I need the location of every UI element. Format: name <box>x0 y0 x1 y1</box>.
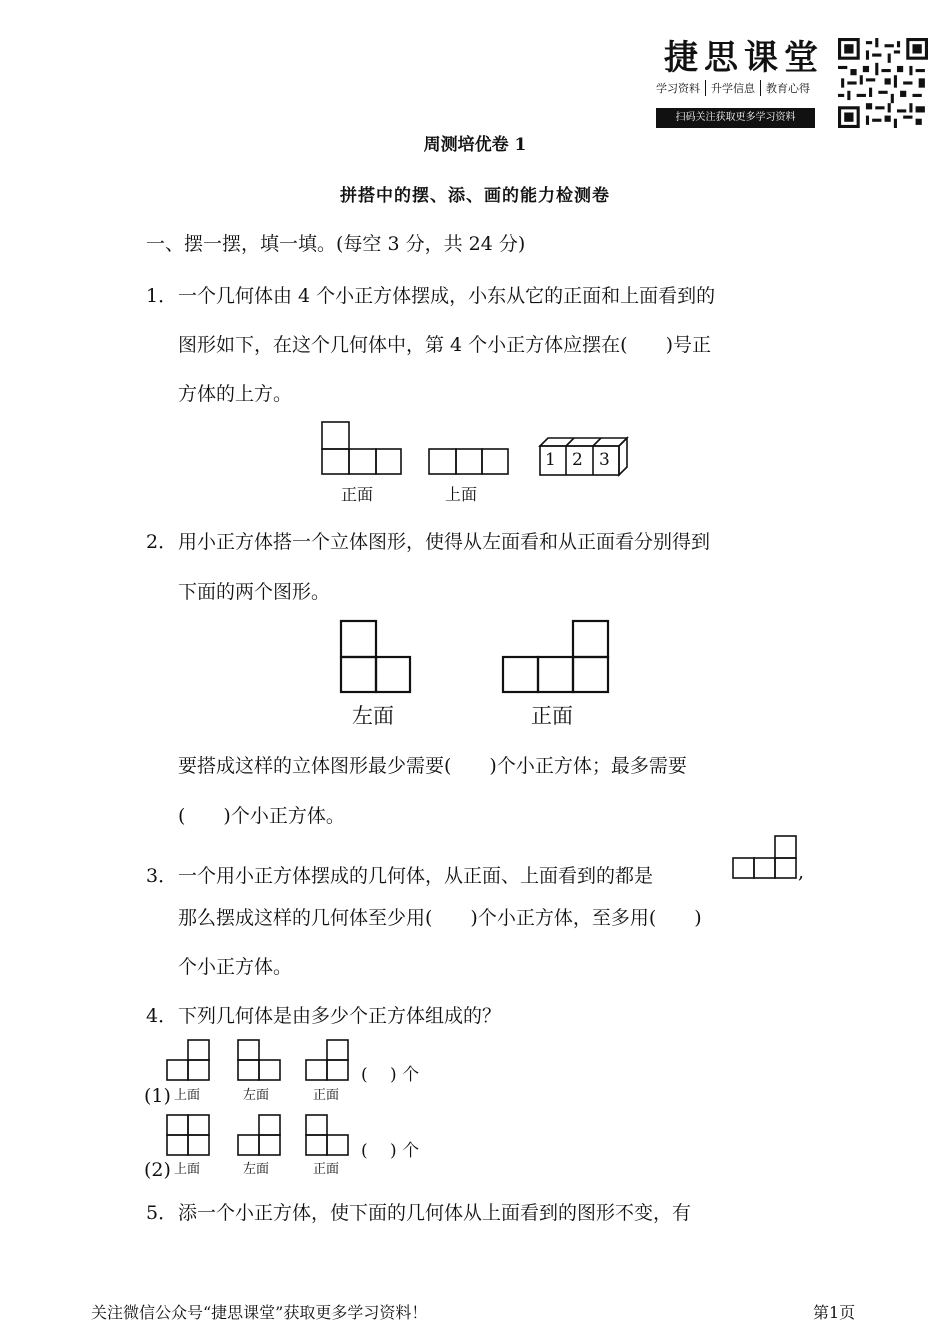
question-number: 2． <box>146 531 178 553</box>
page-number: 第1页 <box>813 1303 856 1322</box>
question-text: 下列几何体是由多少个正方体组成的？ <box>178 1005 502 1027</box>
section-heading: 一、摆一摆，填一填。(每空 3 分，共 24 分) <box>146 233 526 255</box>
figure-caption: 左面 <box>243 1162 270 1177</box>
cube-label: 2 <box>572 450 583 470</box>
q4-1-left-view <box>238 1040 280 1080</box>
brand-tags <box>656 80 815 96</box>
cube-label: 3 <box>599 450 610 470</box>
q4-2-front-view <box>306 1115 348 1155</box>
figure-caption: 上面 <box>445 485 478 504</box>
cube-label: 1 <box>545 450 556 470</box>
q4-2-top-view <box>167 1115 209 1155</box>
footer-note: 关注微信公众号“捷思课堂”获取更多学习资料！ <box>91 1303 428 1322</box>
question-number: 5． <box>146 1202 178 1224</box>
answer-blank: ( ) 个 <box>361 1141 420 1161</box>
q3-view-figure <box>731 834 799 882</box>
question-number: 4． <box>146 1005 178 1027</box>
brand-banner: 扫码关注获取更多学习资料 <box>656 108 815 128</box>
q1-top-view <box>429 449 508 474</box>
question-number: 1． <box>146 285 178 307</box>
q1-figures <box>318 418 638 478</box>
question-text: 那么摆成这样的几何体至少用( )个小正方体，至多用( ) <box>178 907 702 929</box>
page-subtitle: 拼搭中的摆、添、画的能力检测卷 <box>340 186 610 206</box>
figure-caption: 正面 <box>341 485 374 504</box>
q4-1-top-view <box>167 1040 209 1080</box>
q2-left-view <box>341 621 410 692</box>
question-text: 个小正方体。 <box>178 956 293 978</box>
answer-blank: ( ) 个 <box>361 1065 420 1085</box>
question-text: 要搭成这样的立体图形最少需要( )个小正方体；最多需要 <box>178 755 687 777</box>
question-number: 3． <box>146 865 178 887</box>
q4-1-views <box>164 1036 354 1084</box>
figure-caption: 正面 <box>313 1162 340 1177</box>
question-text: 添一个小正方体，使下面的几何体从上面看到的图形不变，有 <box>178 1202 692 1224</box>
figure-caption: 上面 <box>174 1162 201 1177</box>
qr-code-icon <box>838 38 928 128</box>
question-text: 一个用小正方体摆成的几何体，从正面、上面看到的都是 <box>178 865 654 887</box>
question-text: 用小正方体搭一个立体图形，使得从左面看和从正面看分别得到 <box>178 531 711 553</box>
q4-2-left-view <box>238 1115 280 1155</box>
brand-title: 捷思课堂 <box>664 38 824 78</box>
page-title: 周测培优卷 1 <box>423 135 527 155</box>
q4-1-front-view <box>306 1040 348 1080</box>
q4-2-views <box>164 1111 354 1159</box>
question-text: ( )个小正方体。 <box>178 805 345 827</box>
figure-caption: 正面 <box>313 1088 340 1103</box>
figure-caption: 左面 <box>352 704 394 728</box>
q2-front-view <box>503 621 608 692</box>
figure-caption: 正面 <box>531 704 573 728</box>
item-label: (2) <box>144 1159 171 1181</box>
figure-caption: 上面 <box>174 1088 201 1103</box>
figure-caption: 左面 <box>243 1088 270 1103</box>
item-label: (1) <box>144 1085 171 1107</box>
brand-tag: 教育心得 <box>760 80 815 96</box>
question-text: 方体的上方。 <box>178 383 293 405</box>
question-text: 一个几何体由 4 个小正方体摆成，小东从它的正面和上面看到的 <box>178 285 716 307</box>
brand-tag: 升学信息 <box>705 80 760 96</box>
question-text: 下面的两个图形。 <box>178 581 331 603</box>
q1-front-view <box>322 422 401 474</box>
brand-tag: 学习资料 <box>656 82 700 95</box>
punctuation: , <box>798 861 805 883</box>
question-text: 图形如下，在这个几何体中，第 4 个小正方体应摆在( )号正 <box>178 334 711 356</box>
q2-figures <box>336 616 616 698</box>
